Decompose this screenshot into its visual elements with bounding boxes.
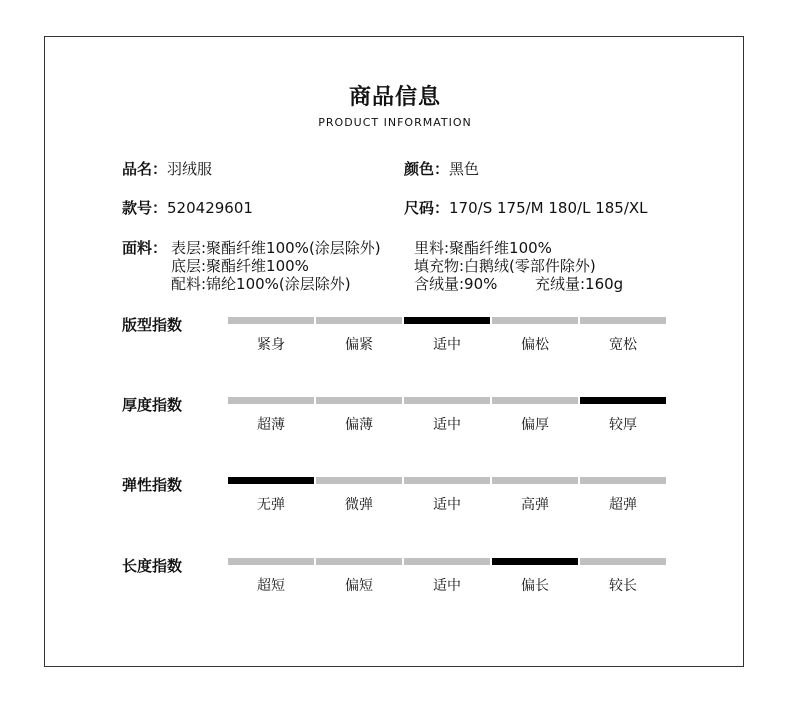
page-subtitle: PRODUCT INFORMATION [318, 116, 472, 129]
scale-option-label: 超弹 [609, 497, 637, 513]
scale-segment [316, 558, 402, 565]
index-title: 弹性指数 [122, 476, 183, 494]
fill-amount: 充绒量:160g [535, 275, 624, 293]
product-name-value: 羽绒服 [167, 160, 213, 178]
material-lining: 里料:聚酯纤维100% [414, 239, 552, 257]
scale-segment [316, 477, 402, 484]
scale-option-label: 较厚 [609, 417, 637, 433]
scale-option-label: 适中 [433, 578, 461, 594]
scale-option-label: 较长 [609, 578, 637, 594]
product-name-label: 品名： [122, 160, 168, 178]
scale-option-label: 偏紧 [345, 337, 373, 353]
scale-segment [228, 317, 314, 324]
scale-option-label: 适中 [433, 337, 461, 353]
material-bottom: 底层:聚酯纤维100% [171, 257, 309, 275]
scale-segment [580, 477, 666, 484]
scale-segment [404, 477, 490, 484]
size-label: 尺码： [404, 199, 450, 217]
scale-option-label: 适中 [433, 417, 461, 433]
index-title: 版型指数 [122, 316, 183, 334]
scale-option-label: 偏厚 [521, 417, 549, 433]
material-trim: 配料:锦纶100%(涂层除外) [171, 275, 351, 293]
scale-segment-active [404, 317, 490, 324]
scale-segment-active [492, 558, 578, 565]
scale-option-label: 宽松 [609, 337, 637, 353]
scale-segment [228, 558, 314, 565]
page-title: 商品信息 [348, 85, 441, 110]
scale-segment [316, 397, 402, 404]
product-color-label: 颜色： [404, 160, 450, 178]
material-outer: 表层:聚酯纤维100%(涂层除外) [171, 239, 381, 257]
scale-option-label: 偏短 [345, 578, 373, 594]
index-title: 厚度指数 [122, 396, 183, 414]
scale-option-label: 超薄 [257, 417, 285, 433]
scale-option-label: 偏松 [521, 337, 549, 353]
scale-segment [404, 558, 490, 565]
style-number-value: 520429601 [167, 199, 253, 217]
scale-option-label: 无弹 [257, 497, 285, 513]
scale-option-label: 适中 [433, 497, 461, 513]
scale-segment [492, 477, 578, 484]
style-number-label: 款号： [122, 199, 168, 217]
down-content: 含绒量:90% [414, 275, 498, 293]
scale-segment [316, 317, 402, 324]
material-label: 面料： [122, 239, 168, 257]
product-color-value: 黑色 [449, 160, 480, 178]
scale-segment [580, 317, 666, 324]
product-name-row [122, 160, 212, 178]
scale-segment-active [228, 477, 314, 484]
scale-option-label: 偏长 [521, 578, 549, 594]
scale-option-label: 高弹 [521, 497, 549, 513]
product-color-row [404, 160, 479, 178]
size-row [404, 199, 648, 217]
scale-segment [492, 317, 578, 324]
scale-segment [228, 397, 314, 404]
scale-option-label: 超短 [257, 578, 285, 594]
style-number-row [122, 199, 253, 217]
size-value: 170/S 175/M 180/L 185/XL [449, 199, 648, 217]
index-title: 长度指数 [122, 557, 183, 575]
material-filling: 填充物:白鹅绒(零部件除外) [414, 257, 596, 275]
scale-segment [404, 397, 490, 404]
scale-option-label: 微弹 [345, 497, 373, 513]
scale-segment [580, 558, 666, 565]
scale-segment-active [580, 397, 666, 404]
scale-option-label: 紧身 [257, 337, 285, 353]
scale-segment [492, 397, 578, 404]
scale-option-label: 偏薄 [345, 417, 373, 433]
